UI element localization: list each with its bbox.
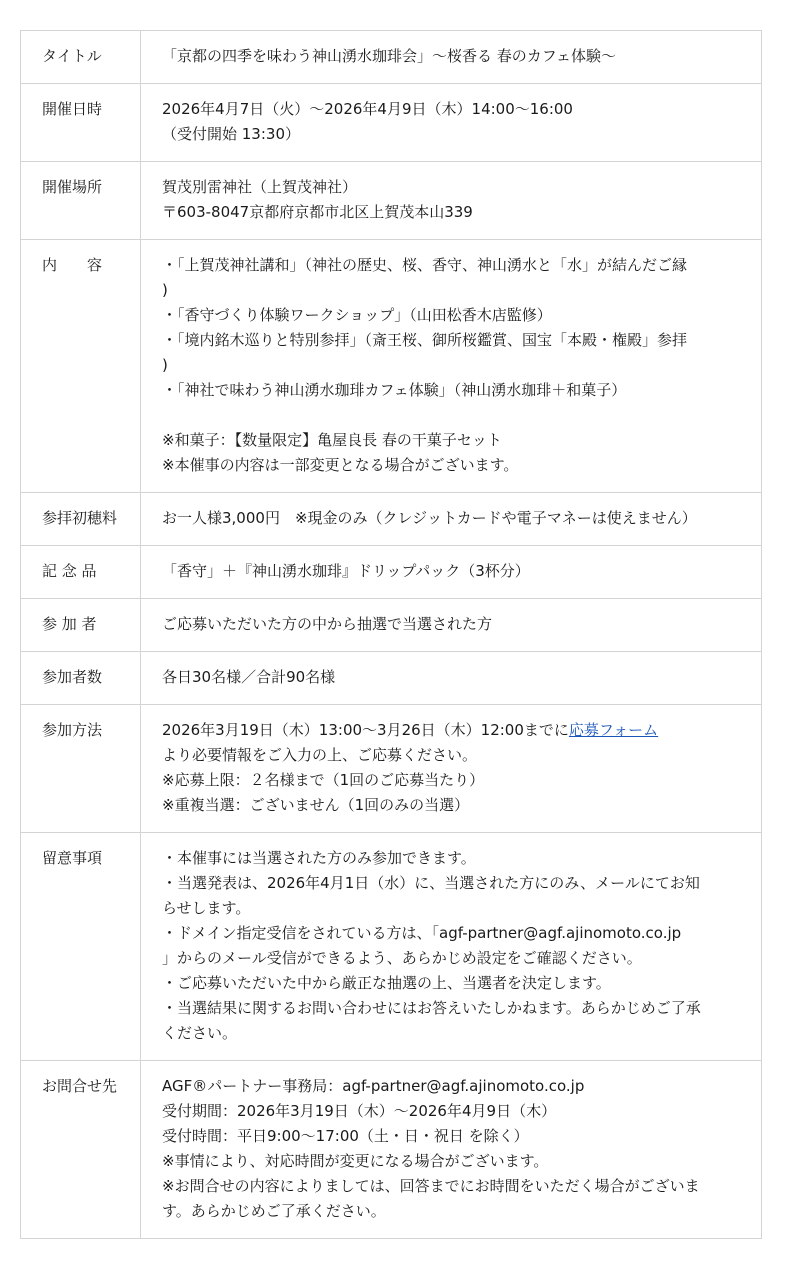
value-line: ご応募いただいた方の中から抽選で当選された方	[162, 615, 493, 633]
value-line: ・当選結果に関するお問い合わせにはお答えいたしかねます。あらかじめご了承	[162, 999, 701, 1017]
value-line: ・当選発表は、2026年4月1日（水）に、当選された方にのみ、メールにてお知	[162, 874, 700, 892]
value-capacity	[141, 652, 762, 705]
label-content: 内 容	[21, 240, 141, 493]
value-line: 賀茂別雷神社（上賀茂神社）	[162, 178, 358, 196]
apply-period-text: 2026年3月19日（木）13:00〜3月26日（木）12:00までに	[162, 721, 569, 739]
value-line: 受付期間：2026年3月19日（木）〜2026年4月9日（木）	[162, 1102, 557, 1120]
blank-line	[162, 403, 743, 428]
value-line: ※お問合せの内容によりましては、回答までにお時間をいただく場合がございま	[162, 1177, 700, 1195]
row-gift	[21, 546, 762, 599]
value-line: ・「境内銘木巡りと特別参拝」（斎王桜、御所桜鑑賞、国宝「本殿・権殿」参拝	[162, 331, 688, 349]
value-content	[141, 240, 762, 493]
row-venue	[21, 162, 762, 240]
value-venue	[141, 162, 762, 240]
label-notes: 留意事項	[21, 833, 141, 1061]
value-line: より必要情報をご入力の上、ご応募ください。	[162, 746, 478, 764]
label-fee: 参拝初穂料	[21, 493, 141, 546]
value-line: 「京都の四季を味わう神山湧水珈琲会」〜桜香る 春のカフェ体験〜	[162, 47, 617, 65]
value-line: AGF®パートナー事務局：agf-partner@agf.ajinomoto.co.jp	[162, 1077, 585, 1095]
row-notes	[21, 833, 762, 1061]
value-line: ※事情により、対応時間が変更になる場合がございます。	[162, 1152, 549, 1170]
label-participants: 参 加 者	[21, 599, 141, 652]
value-line: らせします。	[162, 899, 251, 917]
label-how-to-apply: 参加方法	[21, 705, 141, 833]
value-line: ※重複当選：ございません（1回のみの当選）	[162, 796, 470, 814]
value-line: )	[162, 281, 168, 299]
value-line: 受付時間：平日9:00〜17:00（土・日・祝日 を除く）	[162, 1127, 529, 1145]
value-line: ・ドメイン指定受信をされている方は、「agf-partner@agf.ajinomoto.co.jp	[162, 924, 682, 942]
row-participants	[21, 599, 762, 652]
value-line: 「香守」＋『神山湧水珈琲』ドリップパック（3杯分）	[162, 562, 530, 580]
label-gift: 記 念 品	[21, 546, 141, 599]
row-fee	[21, 493, 762, 546]
value-line: 2026年4月7日（火）〜2026年4月9日（木）14:00〜16:00	[162, 100, 573, 118]
value-title	[141, 31, 762, 84]
row-datetime	[21, 84, 762, 162]
value-line: ※本催事の内容は一部変更となる場合がございます。	[162, 456, 519, 474]
value-line: ・本催事には当選された方のみ参加できます。	[162, 849, 476, 867]
value-line: ※応募上限：２名様まで（1回のご応募当たり）	[162, 771, 485, 789]
event-info-container	[20, 30, 762, 1239]
row-content	[21, 240, 762, 493]
value-fee	[141, 493, 762, 546]
row-capacity	[21, 652, 762, 705]
label-capacity: 参加者数	[21, 652, 141, 705]
row-contact	[21, 1061, 762, 1239]
row-title	[21, 31, 762, 84]
value-datetime	[141, 84, 762, 162]
value-line: ・「神社で味わう神山湧水珈琲カフェ体験」（神山湧水珈琲＋和菓子）	[162, 381, 627, 399]
value-line: 」からのメール受信ができるよう、あらかじめ設定をご確認ください。	[162, 949, 642, 967]
value-line: 各日30名様／合計90名様	[162, 668, 336, 686]
value-notes	[141, 833, 762, 1061]
value-line: お一人様3,000円 ※現金のみ（クレジットカードや電子マネーは使えません）	[162, 509, 697, 527]
value-line: 〒603-8047京都府京都市北区上賀茂本山339	[162, 203, 473, 221]
label-contact: お問合せ先	[21, 1061, 141, 1239]
value-line: ※和菓子：【数量限定】亀屋良長 春の干菓子セット	[162, 431, 502, 449]
value-line: す。あらかじめご了承ください。	[162, 1202, 386, 1220]
value-line: )	[162, 356, 168, 374]
value-line-with-link	[162, 718, 743, 743]
label-title: タイトル	[21, 31, 141, 84]
value-contact	[141, 1061, 762, 1239]
value-line: ・「香守づくり体験ワークショップ」（山田松香木店監修）	[162, 306, 552, 324]
value-participants	[141, 599, 762, 652]
value-line: ・ご応募いただいた中から厳正な抽選の上、当選者を決定します。	[162, 974, 611, 992]
value-gift	[141, 546, 762, 599]
event-info-table	[20, 30, 762, 1239]
value-how-to-apply	[141, 705, 762, 833]
value-line: （受付開始 13:30）	[162, 125, 300, 143]
value-line: ・「上賀茂神社講和」（神社の歴史、桜、香守、神山湧水と「水」が結んだご縁	[162, 256, 688, 274]
value-line: ください。	[162, 1024, 238, 1042]
application-form-link[interactable]: 応募フォーム	[568, 721, 659, 739]
row-how-to-apply	[21, 705, 762, 833]
label-datetime: 開催日時	[21, 84, 141, 162]
label-venue: 開催場所	[21, 162, 141, 240]
